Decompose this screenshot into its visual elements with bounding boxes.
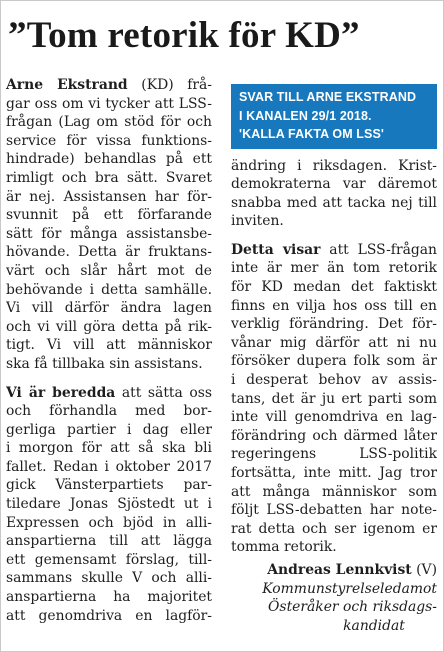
text-line: rimligt och bra sätt. Svaret [6, 169, 212, 186]
text-line: tiledare Jonas Sjöstedt ut i [6, 496, 212, 513]
text-line: Expressen och bjöd in alli- [6, 514, 212, 531]
text-fragment: (KD) frå- [127, 77, 212, 93]
text-line: ett gemensamt förslag, till- [6, 551, 212, 568]
text-line: snabba med att tacka nej till [231, 194, 437, 211]
text-line: försöker dupera folk som är [231, 353, 437, 370]
text-line: frågan (Lag om stöd för och [6, 114, 212, 131]
text-line: är nej. Assistansen har för- [6, 188, 212, 205]
paragraph-lead: Arne Ekstrand [6, 77, 128, 93]
paragraph-lead: Detta visar [231, 241, 321, 258]
text-line: gick Vänsterpartiets par- [6, 477, 212, 494]
reply-box [231, 84, 437, 149]
text-line: tigt. Vi vill att människor [6, 337, 212, 354]
paragraph-lead: Vi är beredda [6, 384, 116, 401]
text-line: ska få tillbaka sin assistans. [6, 355, 203, 372]
text-line: vånar mig därför att ni nu [231, 334, 437, 351]
paragraph-1 [6, 76, 212, 374]
text-line: finns en vilja hos oss till en [231, 297, 437, 314]
signature-title: Kommunstyrelseledamot [262, 580, 437, 597]
text-line: följt LSS-debatten har note- [231, 502, 437, 519]
text-line: hövande. Detta är fruktans- [6, 244, 212, 261]
paragraph-4 [231, 241, 437, 557]
text-line: anspartierna ha majoritet [6, 589, 212, 606]
text-line [231, 241, 437, 260]
paragraph-gap [231, 231, 437, 241]
text-line: att många människor som [231, 483, 437, 500]
article-headline: ”Tom retorik för KD” [8, 15, 360, 56]
text-fragment: att sätta oss [115, 384, 212, 401]
author-party: (V) [411, 561, 437, 578]
reply-box-line: 'KALLA FAKTA OM LSS' [239, 127, 384, 141]
text-line: gerliga partier i dag eller [6, 421, 212, 438]
signature-name [231, 561, 437, 580]
signature-title: kandidat [343, 617, 405, 634]
text-line: och förhandla med bor- [6, 403, 212, 420]
text-line: tans, det är ju ert parti som [231, 390, 437, 407]
text-line: regeringens LSS-politik [231, 446, 437, 463]
text-line: rat detta och ser igenom er [231, 520, 437, 537]
text-line: service för vissa funktions- [6, 132, 212, 149]
reply-box-line: SVAR TILL ARNE EKSTRAND [239, 90, 417, 104]
text-line: inviten. [231, 213, 284, 230]
left-column [6, 76, 212, 625]
text-line: och vi vill göra detta på rik- [6, 318, 212, 335]
text-line: att genomdriva en lagför- [6, 607, 212, 624]
text-fragment: att LSS-frågan [320, 241, 437, 258]
text-line [6, 384, 212, 403]
text-line: anspartierna till att lägga [6, 533, 212, 550]
text-line: behövande i detta samhälle. [6, 281, 212, 298]
text-line: förändring och därmed låter [231, 427, 437, 444]
signature-title: Österåker och riksdags- [268, 599, 437, 616]
text-line: värt och slår hårt mot de [6, 262, 212, 279]
text-line: gar oss om vi tycker att LSS- [6, 95, 212, 112]
text-line: sätt för många assistansbe- [6, 225, 212, 242]
author-name: Andreas Lennkvist [267, 561, 412, 578]
text-line: svunnit på ett förfarande [6, 207, 212, 224]
text-line: för KD medan det faktiskt [231, 279, 437, 296]
text-line: fortsätta, inte mitt. Jag tror [231, 465, 437, 481]
text-line: hindrade) behandlas på ett [6, 151, 212, 168]
text-line: tomma retorik. [231, 539, 337, 556]
paragraph-gap [6, 374, 212, 384]
text-line: demokraterna var däremot [231, 176, 437, 193]
text-line [6, 76, 212, 95]
text-line: inte vill genomdriva en lag- [231, 409, 437, 426]
text-line: verklig förändring. Det för- [231, 316, 437, 333]
text-line: inte är mer än tom retorik [231, 260, 437, 277]
text-line: i desperat behov av assis- [231, 372, 437, 389]
text-line: sammans skulle V och alli- [6, 570, 212, 587]
text-line: fallet. Redan i oktober 2017 [6, 458, 212, 475]
text-line: Vi vill därför ändra lagen [6, 300, 212, 317]
paragraph-2 [6, 384, 212, 626]
paragraph-3 [231, 157, 437, 231]
text-line: ändring i riksdagen. Krist- [231, 157, 437, 174]
text-line: i morgon för att så ska bli [6, 440, 212, 457]
right-column [231, 84, 437, 635]
reply-box-line: I KANALEN 29/1 2018. [239, 108, 372, 123]
